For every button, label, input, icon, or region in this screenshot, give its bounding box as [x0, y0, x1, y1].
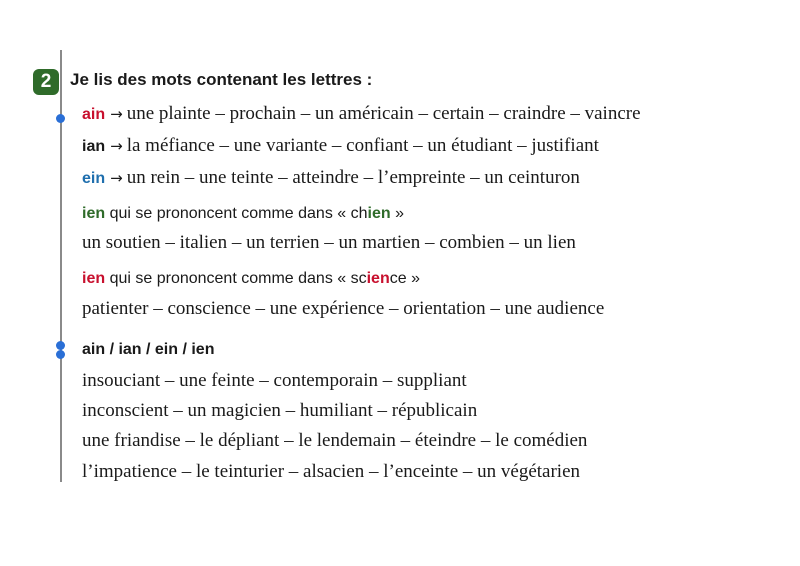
key-ein: ein — [82, 170, 106, 187]
key-ien-chien: ien — [82, 205, 106, 222]
heading-text: qui se prononcent comme dans « — [105, 270, 351, 287]
exercise-number-badge: 2 — [33, 69, 59, 95]
example-word-start: ch — [350, 205, 368, 222]
arrow-icon: → — [110, 105, 123, 123]
words-ian: la méfiance – une variante – confiant – un étudiant – justifiant — [126, 135, 599, 156]
bullet-dot — [56, 341, 65, 350]
arrow-icon: → — [110, 137, 123, 155]
heading-text-end: » — [406, 270, 420, 287]
example-word-end: ce — [389, 270, 407, 287]
heading-text-end: » — [390, 205, 404, 222]
ien-science-heading — [82, 270, 420, 288]
bullet-dot — [56, 350, 65, 359]
words-ien-science: patienter – conscience – une expérience – orientation – une audience — [82, 298, 605, 319]
line-ian — [82, 135, 599, 157]
bullet-dot — [56, 114, 65, 123]
mixed-heading — [82, 341, 214, 359]
words-ien-chien: un soutien – italien – un terrien – un martien – combien – un lien — [82, 232, 576, 253]
key-ian: ian — [82, 138, 106, 155]
mixed-line: inconscient – un magicien – humiliant – républicain — [82, 400, 478, 421]
mixed-line: l’impatience – le teinturier – alsacien – l’enceinte – un végétarien — [82, 461, 580, 482]
heading-text: qui se prononcent comme dans « — [105, 205, 351, 222]
mixed-line: une friandise – le dépliant – le lendemain – éteindre – le comédien — [82, 430, 588, 451]
key-ain: ain — [82, 106, 106, 123]
mixed-line: insouciant – une feinte – contemporain – suppliant — [82, 370, 467, 391]
exercise-title: Je lis des mots contenant les lettres : — [70, 70, 373, 89]
arrow-icon: → — [110, 169, 123, 187]
line-ein — [82, 167, 580, 189]
mixed-heading-text: ain / ian / ein / ien — [82, 341, 215, 358]
line-ain — [82, 103, 641, 125]
words-ein: un rein – une teinte – atteindre – l’empreinte – un ceinturon — [126, 167, 580, 188]
words-ain: une plainte – prochain – un américain – certain – craindre – vaincre — [126, 103, 641, 124]
example-word-highlight: ien — [366, 270, 390, 287]
ien-chien-heading — [82, 205, 404, 223]
key-ien-science: ien — [82, 270, 106, 287]
example-word-highlight: ien — [367, 205, 391, 222]
example-word-start: sc — [350, 270, 367, 287]
